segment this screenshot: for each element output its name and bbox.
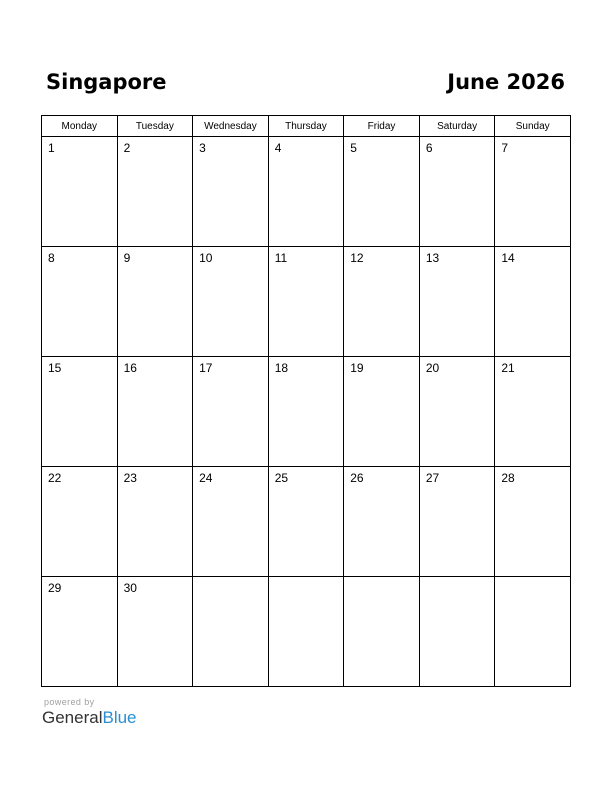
weekday-header-friday: Friday (344, 116, 420, 137)
month-year-title: June 2026 (447, 70, 565, 94)
day-number: 25 (274, 471, 289, 485)
week-row (42, 247, 571, 357)
day-number: 1 (48, 141, 55, 155)
brand-name-general: General (42, 708, 103, 727)
day-cell (419, 247, 495, 357)
weekday-header-sunday: Sunday (495, 116, 571, 137)
day-number: 23 (123, 471, 137, 485)
day-number: 4 (274, 141, 282, 155)
day-cell (268, 467, 344, 577)
day-number: 24 (199, 471, 213, 485)
day-cell (419, 577, 495, 687)
week-row (42, 137, 571, 247)
day-number: 5 (350, 141, 357, 155)
day-cell (419, 467, 495, 577)
day-cell (268, 247, 344, 357)
weekday-header-row (42, 116, 571, 137)
day-cell (344, 357, 420, 467)
day-cell (495, 467, 571, 577)
day-cell (495, 357, 571, 467)
day-cell (495, 137, 571, 247)
day-cell (117, 467, 193, 577)
day-number: 7 (501, 141, 509, 155)
day-number: 15 (48, 361, 62, 375)
day-cell (42, 247, 118, 357)
day-cell (344, 247, 420, 357)
day-cell (117, 357, 193, 467)
day-number: 17 (199, 361, 213, 375)
day-number: 11 (274, 251, 288, 265)
day-cell (42, 357, 118, 467)
day-number: 30 (123, 581, 137, 595)
week-row (42, 357, 571, 467)
week-row (42, 577, 571, 687)
day-number (495, 577, 570, 582)
day-number: 8 (48, 251, 55, 265)
week-row (42, 467, 571, 577)
day-number: 9 (123, 251, 131, 265)
weekday-header-saturday: Saturday (419, 116, 495, 137)
day-number: 19 (350, 361, 364, 375)
day-number: 22 (48, 471, 62, 485)
day-cell (344, 467, 420, 577)
day-number: 14 (501, 251, 515, 265)
day-cell (193, 357, 269, 467)
day-number: 29 (48, 581, 62, 595)
day-number: 10 (199, 251, 213, 265)
weekday-header-wednesday: Wednesday (193, 116, 269, 137)
day-number (269, 577, 344, 582)
day-cell (268, 357, 344, 467)
day-number (193, 577, 268, 582)
day-cell (495, 247, 571, 357)
day-cell (42, 467, 118, 577)
day-cell (268, 137, 344, 247)
day-cell (42, 577, 118, 687)
day-cell (42, 137, 118, 247)
day-cell (344, 577, 420, 687)
day-cell (495, 577, 571, 687)
day-cell (344, 137, 420, 247)
day-number: 28 (501, 471, 515, 485)
day-cell (117, 137, 193, 247)
day-number: 26 (350, 471, 364, 485)
day-number: 6 (425, 141, 433, 155)
day-cell (117, 247, 193, 357)
calendar-grid (41, 115, 571, 687)
day-cell (419, 357, 495, 467)
day-cell (117, 577, 193, 687)
day-number: 13 (425, 251, 440, 265)
day-number: 18 (274, 361, 289, 375)
day-number: 21 (501, 361, 515, 375)
day-cell (193, 137, 269, 247)
day-number: 12 (350, 251, 364, 265)
day-number: 3 (199, 141, 206, 155)
brand-name-blue: Blue (102, 708, 137, 727)
day-number: 2 (123, 141, 131, 155)
day-number: 16 (123, 361, 137, 375)
day-number (344, 577, 419, 582)
day-cell (193, 577, 269, 687)
day-number: 27 (425, 471, 440, 485)
day-number: 20 (425, 361, 440, 375)
day-cell (268, 577, 344, 687)
weekday-header-tuesday: Tuesday (117, 116, 193, 137)
day-cell (193, 247, 269, 357)
footer-branding (42, 697, 137, 728)
powered-by-label: powered by (44, 697, 95, 707)
day-cell (419, 137, 495, 247)
weekday-header-thursday: Thursday (268, 116, 344, 137)
weekday-header-monday: Monday (42, 116, 118, 137)
day-cell (193, 467, 269, 577)
day-number (420, 577, 495, 582)
generalblue-logo[interactable] (42, 708, 137, 728)
region-title: Singapore (46, 70, 167, 94)
